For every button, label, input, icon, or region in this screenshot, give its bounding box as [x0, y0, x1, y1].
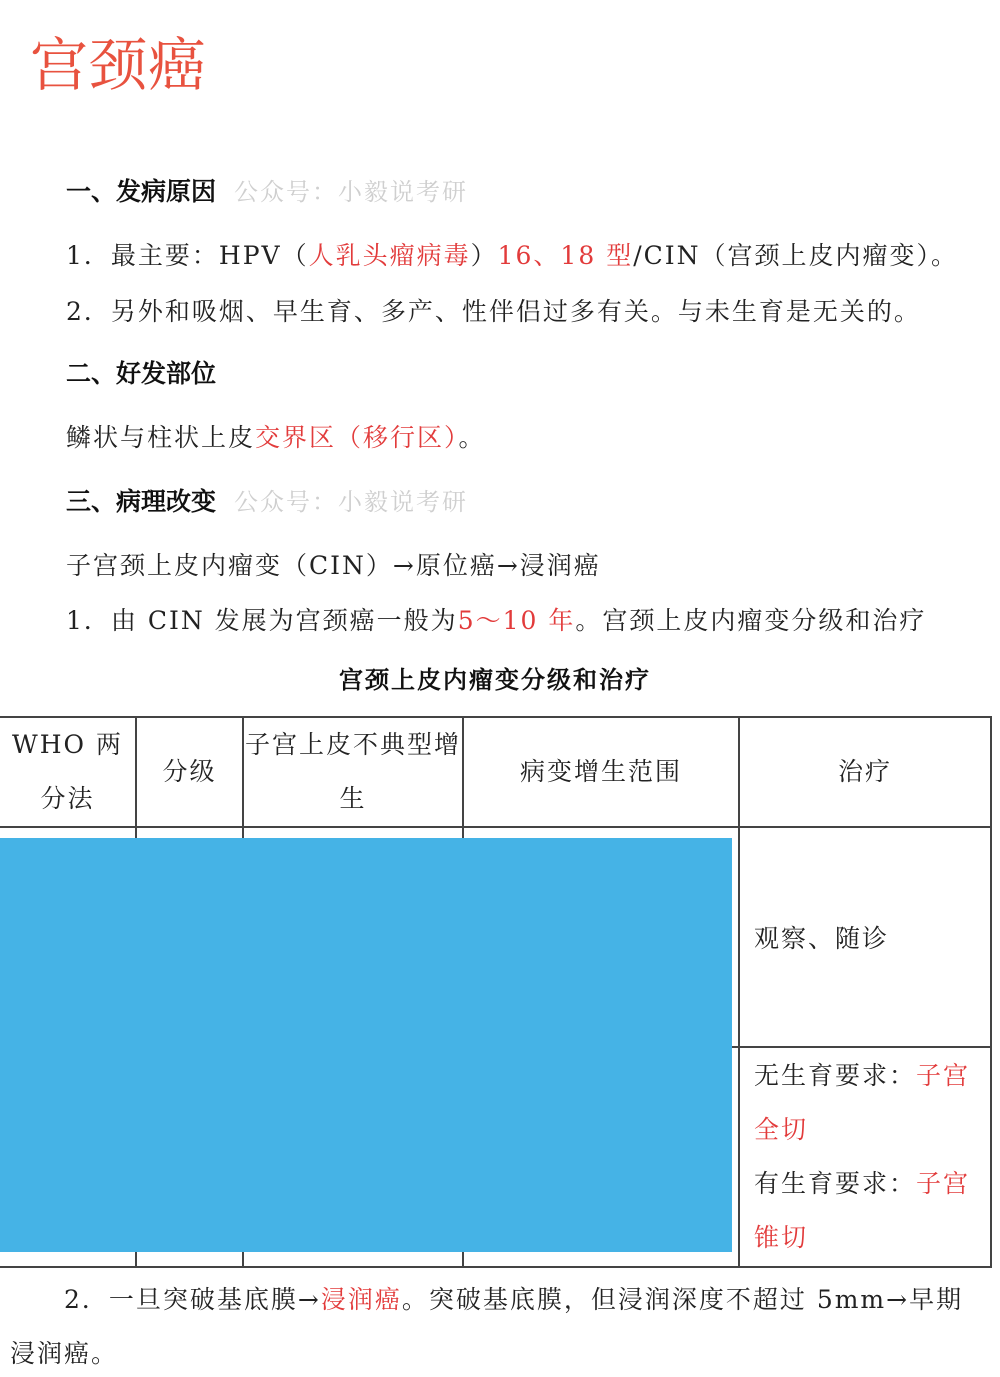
heading-text: 三、病理改变 [66, 487, 217, 516]
emphasis-span: 浸润癌 [320, 1285, 402, 1314]
text-span: 2．一旦突破基底膜→ [64, 1285, 321, 1314]
emphasis-span: 人乳头瘤病毒 [308, 241, 471, 270]
treatment-cell-surgery [739, 1047, 991, 1267]
text-span: ） [470, 241, 498, 270]
emphasis-span: 16、18 型 [497, 241, 634, 270]
header-dysplasia: 子宫上皮不典型增生 [243, 717, 463, 827]
footer-line-2: 浸润癌。 [10, 1339, 119, 1368]
header-treatment: 治疗 [739, 717, 991, 827]
section-heading-sites: 二、好发部位 [66, 359, 217, 388]
emphasis-span: 子宫全切 [754, 1061, 971, 1144]
pathology-line-1: 子宫颈上皮内瘤变（CIN）→原位癌→浸润癌 [66, 551, 601, 580]
text-span: 。 [458, 423, 486, 452]
footer-line-1 [64, 1280, 1000, 1316]
emphasis-span: 5～10 年 [457, 606, 576, 635]
text-span: 1．由 CIN 发展为宫颈癌一般为 [66, 606, 458, 635]
text-span: 1．最主要：HPV（ [66, 241, 309, 270]
text-span: /CIN（宫颈上皮内瘤变）。 [633, 241, 959, 270]
cause-line-1 [66, 236, 1000, 272]
text-span: 。宫颈上皮内瘤变分级和治疗 [575, 606, 927, 635]
site-line [66, 418, 1000, 454]
treatment-cell-observe: 观察、随诊 [739, 827, 991, 1047]
heading-text: 一、发病原因 [66, 177, 217, 206]
pathology-line-2 [66, 601, 1000, 637]
watermark: 公众号：小毅说考研 [234, 488, 469, 516]
table-header-row [0, 717, 991, 827]
text-span: 鳞状与柱状上皮 [66, 423, 256, 452]
text-span: 有生育要求： [754, 1169, 917, 1198]
text-span: 。突破基底膜，但浸润深度不超过 5mm→早期 [401, 1285, 964, 1314]
emphasis-span: 交界区（移行区） [255, 423, 459, 452]
header-range: 病变增生范围 [463, 717, 739, 827]
section-heading-pathology [66, 482, 1000, 518]
table-caption: 宫颈上皮内瘤变分级和治疗 [339, 666, 651, 694]
redaction-block [0, 838, 732, 1252]
document-title: 宫颈癌 [30, 31, 208, 99]
header-who: WHO 两分法 [0, 717, 136, 827]
cause-line-2: 2．另外和吸烟、早生育、多产、性伴侣过多有关。与未生育是无关的。 [66, 297, 921, 326]
watermark: 公众号：小毅说考研 [234, 178, 469, 206]
header-grade: 分级 [136, 717, 243, 827]
emphasis-span: 子宫锥切 [754, 1169, 971, 1252]
text-span: 无生育要求： [754, 1061, 917, 1090]
section-heading-causes [66, 172, 1000, 208]
